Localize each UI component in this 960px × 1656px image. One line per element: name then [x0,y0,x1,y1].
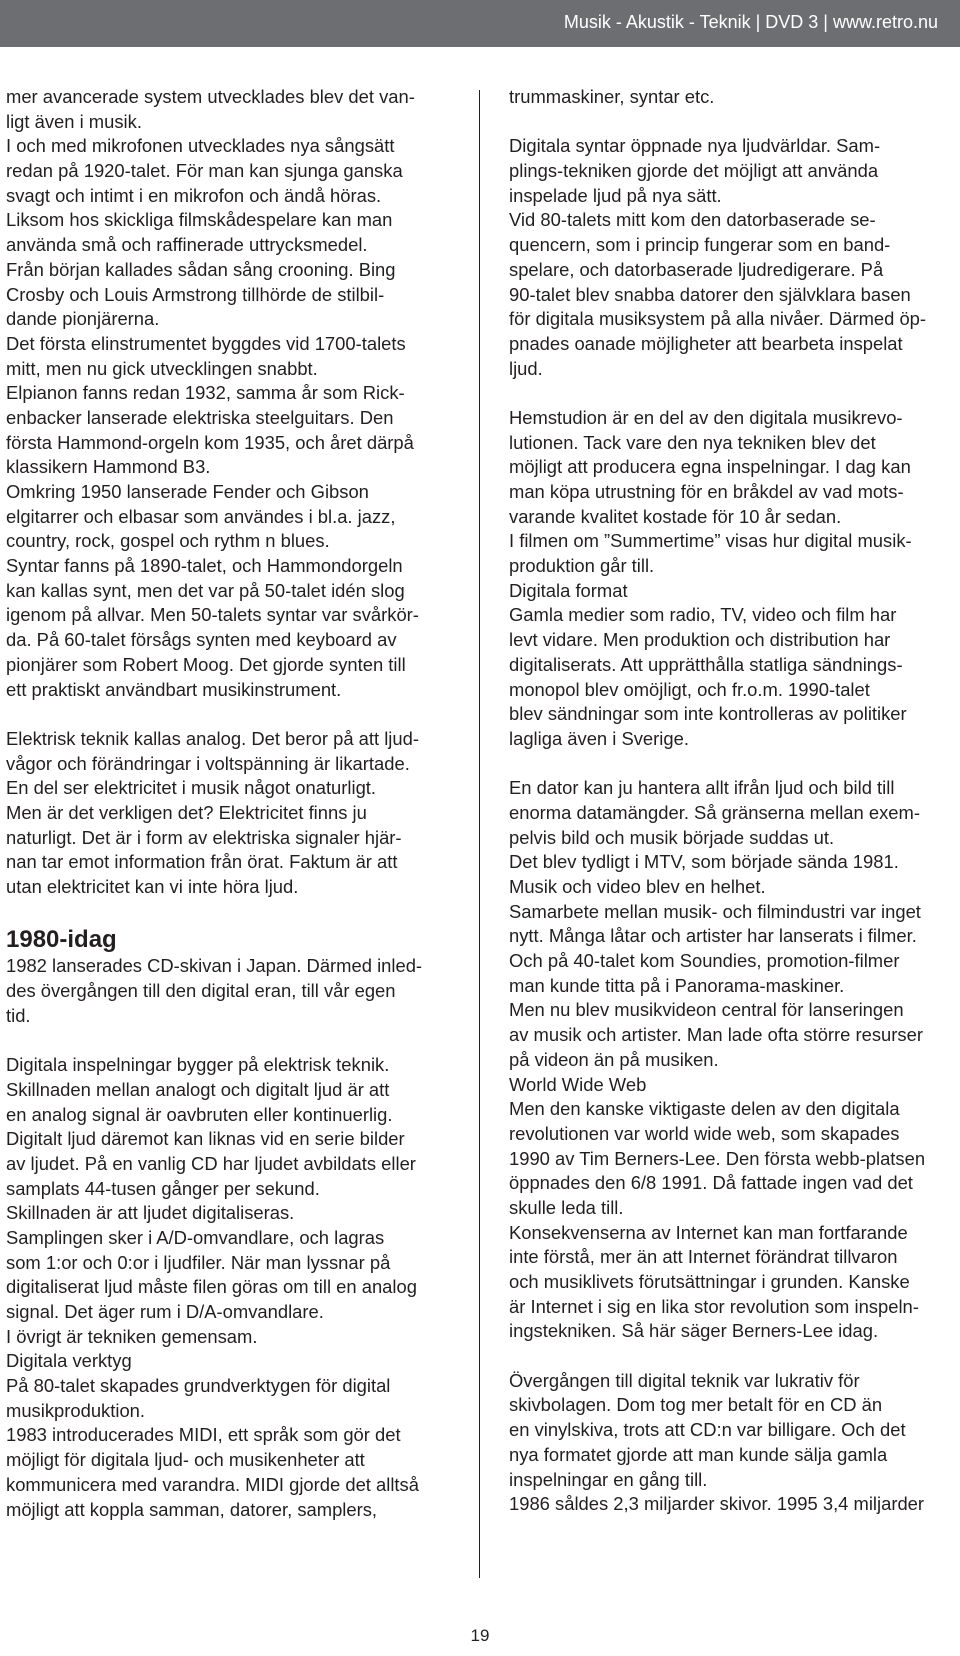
text-line: elgitarrer och elbasar som användes i bl.a. jazz, [6,505,396,527]
paragraph-gap [509,1344,954,1369]
text-line: redan på 1920-talet. För man kan sjunga ganska [6,160,403,182]
text-line: nan tar emot information från örat. Faktum är att [6,851,398,873]
text-line: på videon än på musiken. [509,1048,719,1070]
text-line: mer avancerade system utvecklades blev det van- [6,86,415,107]
text-line: levt vidare. Men produktion och distribution har [509,629,891,651]
text-line: igenom på allvar. Men 50-talets syntar var svårkör- [6,604,419,626]
text-line: Elektrisk teknik kallas analog. Det beror på att ljud- [6,727,419,749]
text-line: pelvis bild och musik började suddas ut. [509,826,835,848]
text-line: ingstekniken. Så här säger Berners-Lee idag. [509,1320,879,1342]
text-line: skulle leda till. [509,1196,624,1218]
paragraph-gap [6,1028,446,1053]
text-line: plings-tekniken gjorde det möjligt att använda [509,160,879,182]
paragraph-block [6,85,446,702]
paragraph-block [6,954,446,1028]
text-line: möjligt att koppla samman, datorer, samplers, [6,1498,378,1520]
text-line: tid. [6,1004,31,1026]
text-line: 1982 lanserades CD-skivan i Japan. Därmed inled- [6,955,423,977]
text-line: des övergången till den digital eran, till vår egen [6,980,396,1002]
paragraph-gap [6,900,446,925]
text-line: 1983 introducerades MIDI, ett språk som gör det [6,1424,401,1446]
right-column [509,85,954,1517]
paragraph-block [509,406,954,752]
text-line: Crosby och Louis Armstrong tillhörde de stilbil- [6,283,385,305]
paragraph-block [509,1369,954,1517]
text-line: lutionen. Tack vare den nya tekniken blev det [509,431,876,453]
text-line: lagliga även i Sverige. [509,727,689,749]
text-line: 90-talet blev snabba datorer den självklara basen [509,283,911,305]
text-line: Hemstudion är en del av den digitala musikrevo- [509,406,903,428]
column-divider [479,90,480,1578]
text-line: I övrigt är tekniken gemensam. [6,1325,258,1347]
text-line: enorma datamängder. Så gränserna mellan exem- [509,801,920,823]
text-line: inspelade ljud på nya sätt. [509,184,722,206]
text-line: 1990 av Tim Berners-Lee. Den första webb-platsen [509,1147,926,1169]
text-line: revolutionen var world wide web, som skapades [509,1122,900,1144]
text-line: Digitala inspelningar bygger på elektrisk teknik. [6,1054,390,1076]
text-line: och musiklivets förutsättningar i grunden. Kanske [509,1271,910,1292]
text-line: Skillnaden är att ljudet digitaliseras. [6,1202,295,1224]
text-line: naturligt. Det är i form av elektriska signaler hjär- [6,826,402,848]
text-line: ljud. [509,357,543,379]
text-line: varande kvalitet kostade för 10 år sedan. [509,505,842,527]
text-line: Vid 80-talets mitt kom den datorbaserade se- [509,209,876,231]
text-line [509,110,954,135]
text-line: dande pionjärerna. [6,308,160,330]
text-line: Konsekvenserna av Internet kan man fortfarande [509,1221,908,1243]
text-line: Digitala syntar öppnade nya ljudvärldar. Sam- [509,135,881,157]
text-line: Men är det verkligen det? Elektricitet finns ju [6,801,367,823]
page-header [0,0,960,47]
text-line: Elpianon fanns redan 1932, samma år som Rick- [6,382,405,404]
text-line: inspelningar en gång till. [509,1468,708,1490]
text-line: pionjärer som Robert Moog. Det gjorde synten till [6,653,406,675]
text-line: Samplingen sker i A/D-omvandlare, och lagras [6,1226,385,1248]
text-line: Det första elinstrumentet byggdes vid 1700-talets [6,332,406,354]
text-line: Från början kallades sådan sång crooning. Bing [6,258,396,280]
paragraph-gap [509,752,954,777]
paragraph-block [509,776,954,1344]
text-line: nytt. Många låtar och artister har lanserats i filmer. [509,925,917,947]
text-line: I och med mikrofonen utvecklades nya sångsätt [6,135,395,157]
text-line: en analog signal är oavbruten eller kontinuerlig. [6,1103,393,1125]
text-line: Och på 40-talet kom Soundies, promotion-filmer [509,950,900,972]
text-line: av musik och artister. Man lade ofta större resurser [509,1024,923,1046]
text-line: utan elektricitet kan vi inte höra ljud. [6,876,299,897]
text-line: pnades oanade möjligheter att bearbeta inspelat [509,332,903,354]
text-line: Liksom hos skickliga filmskådespelare kan man [6,209,393,231]
section-heading: 1980-idag [6,926,117,954]
left-column [6,85,446,1522]
text-line: nya formatet gjorde att man kunde sälja gamla [509,1443,888,1465]
text-line: På 80-talet skapades grundverktygen för digital [6,1375,391,1397]
text-line: Men nu blev musikvideon central för lanseringen [509,999,904,1021]
text-line: mitt, men nu gick utvecklingen snabbt. [6,357,318,379]
text-line: musikproduktion. [6,1399,146,1421]
text-line: World Wide Web [509,1073,647,1095]
text-line: samplats 44-tusen gånger per sekund. [6,1177,320,1199]
text-line: Det blev tydligt i MTV, som började sända 1981. [509,851,899,873]
text-line: quencern, som i princip fungerar som en band- [509,234,891,256]
paragraph-gap [6,702,446,727]
header-title: Musik - Akustik - Teknik | DVD 3 | www.retro.nu [563,12,938,32]
text-line: inte förstå, mer än att Internet förändrat tillvaron [509,1246,898,1268]
text-line: för digitala musiksystem på alla nivåer. Därmed öp- [509,308,927,330]
text-line: signal. Det äger rum i D/A-omvandlare. [6,1301,324,1322]
text-line: Samarbete mellan musik- och filmindustri var inget [509,900,921,922]
text-line: country, rock, gospel och rythm n blues. [6,530,330,552]
text-line: trummaskiner, syntar etc. [509,86,715,107]
text-line: kommunicera med varandra. MIDI gjorde det alltså [6,1473,419,1495]
text-line: använda små och raffinerade uttrycksmedel. [6,234,368,256]
text-line: man köpa utrustning för en bråkdel av vad mots- [509,481,904,502]
paragraph-block [509,85,954,381]
text-line: spelare, och datorbaserade ljudredigerare. På [509,258,884,280]
text-line: I filmen om ”Summertime” visas hur digital musik- [509,530,912,552]
text-line: En dator kan ju hantera allt ifrån ljud och bild till [509,777,895,799]
paragraph-block [6,727,446,900]
text-line: Digitalt ljud däremot kan liknas vid en serie bilder [6,1128,405,1150]
text-line: möjligt för digitala ljud- och musikenheter att [6,1449,365,1471]
text-line: Men den kanske viktigaste delen av den digitala [509,1098,900,1120]
text-line: vågor och förändringar i voltspänning är likartade. [6,752,410,774]
text-line: svagt och intimt i en mikrofon och ändå höras. [6,184,382,206]
text-line: som 1:or och 0:or i ljudfiler. När man lyssnar på [6,1251,391,1273]
text-line: Syntar fanns på 1890-talet, och Hammondorgeln [6,555,403,577]
text-line: skivbolagen. Dom tog mer betalt för en CD än [509,1394,883,1416]
text-line: Musik och video blev en helhet. [509,876,766,897]
text-line: da. På 60-talet försågs synten med keyboard av [6,629,397,651]
page-number: 19 [470,1626,490,1645]
text-line: monopol blev omöjligt, och fr.o.m. 1990-talet [509,678,870,700]
text-line: kan kallas synt, men det var på 50-talet idén slog [6,579,405,601]
paragraph-gap [509,381,954,406]
text-line: Digitala verktyg [6,1350,132,1372]
text-line: Digitala format [509,579,628,601]
text-line: en vinylskiva, trots att CD:n var billigare. Och det [509,1419,906,1441]
text-line: ligt även i musik. [6,110,142,132]
text-line: ett praktiskt användbart musikinstrument. [6,678,342,700]
text-line: klassikern Hammond B3. [6,456,211,478]
text-line: En del ser elektricitet i musik något onaturligt. [6,777,377,799]
text-line: digitaliserats. Att upprätthålla statliga sändnings- [509,653,903,675]
text-line: första Hammond-orgeln kom 1935, och året därpå [6,431,414,453]
text-line: av ljudet. På en vanlig CD har ljudet avbildats eller [6,1152,416,1174]
text-line: öppnades den 6/8 1991. Då fattade ingen vad det [509,1172,913,1194]
text-line: möjligt att producera egna inspelningar. I dag kan [509,456,911,478]
text-line: digitaliserat ljud måste filen göras om till en analog [6,1276,417,1298]
text-line: är Internet i sig en lika stor revolution som inspeln- [509,1295,919,1317]
text-line: man kunde titta på i Panorama-maskiner. [509,974,845,996]
text-line: blev sändningar som inte kontrolleras av politiker [509,703,907,725]
paragraph-block [6,1053,446,1522]
text-line: enbacker lanserade elektriska steelguitars. Den [6,406,394,428]
text-line: 1986 såldes 2,3 miljarder skivor. 1995 3,4 miljarder [509,1493,925,1515]
text-line: produktion går till. [509,555,655,577]
text-line: Gamla medier som radio, TV, video och film har [509,604,897,626]
text-line: Övergången till digital teknik var lukrativ för [509,1369,860,1391]
text-line: Omkring 1950 lanserade Fender och Gibson [6,481,369,502]
text-line: Skillnaden mellan analogt och digitalt ljud är att [6,1078,390,1100]
